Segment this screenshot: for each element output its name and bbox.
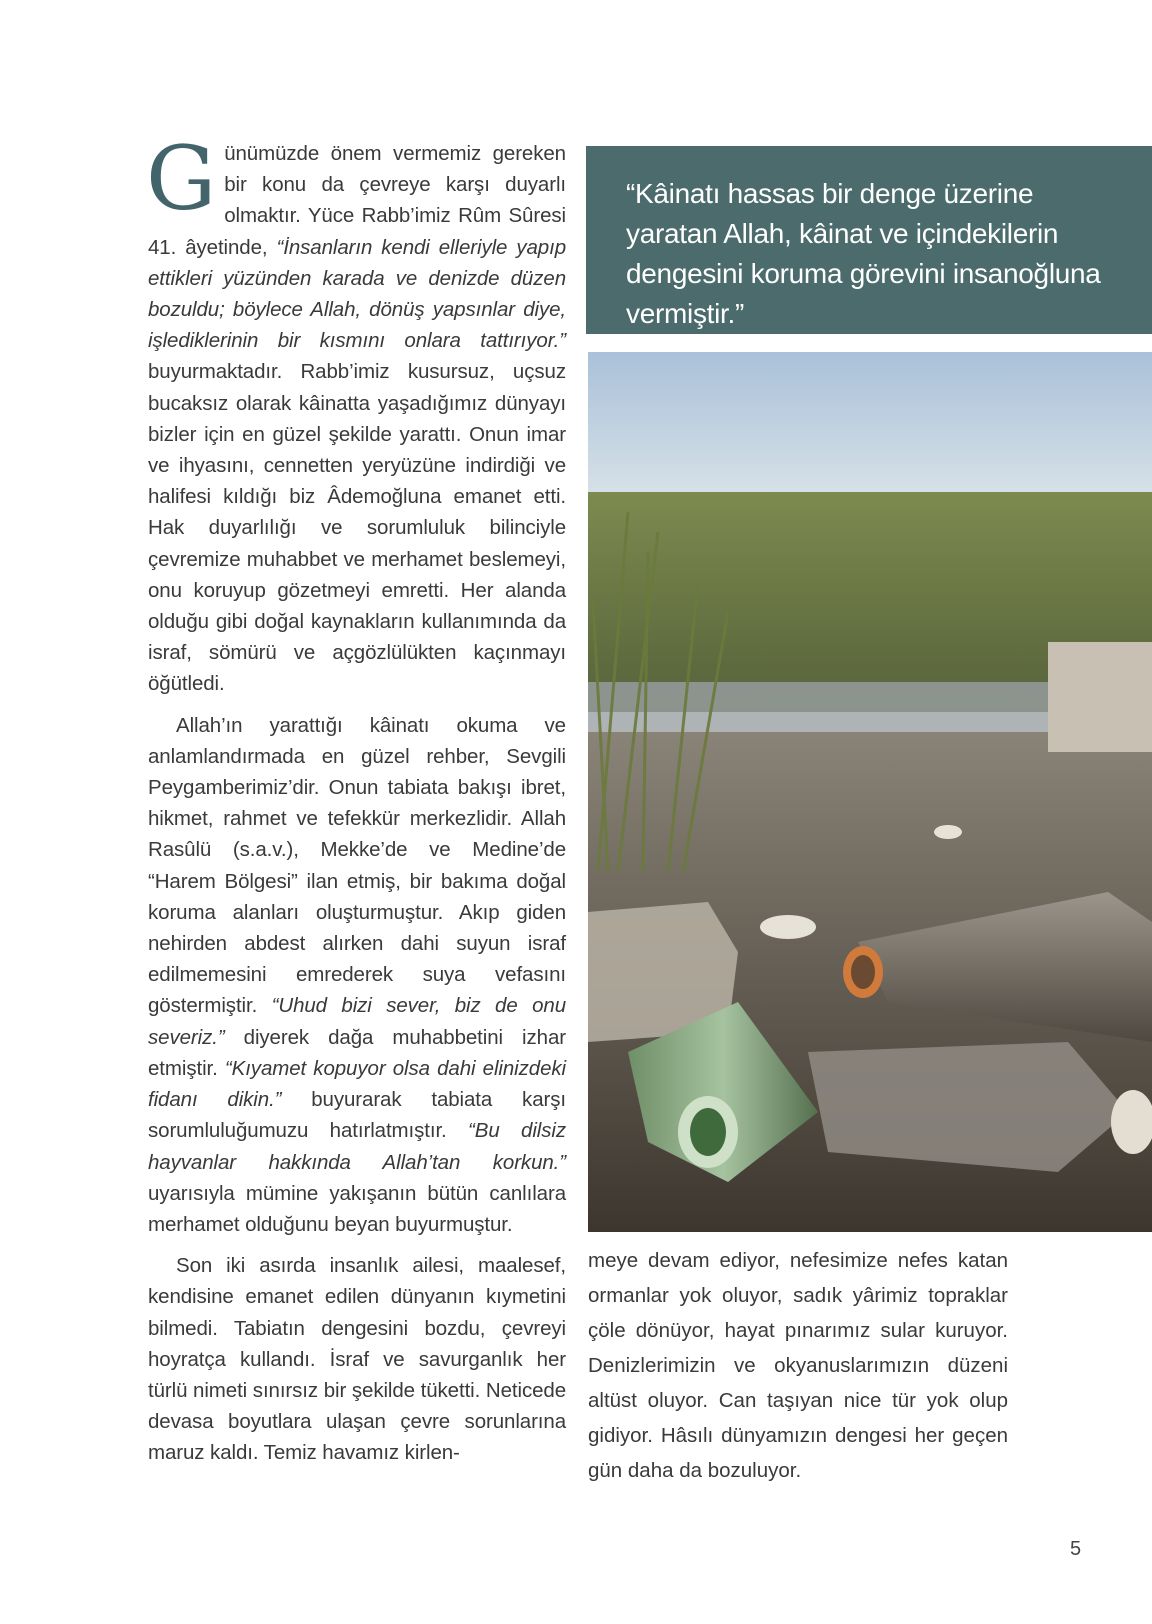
paragraph-2 [148, 710, 566, 1240]
paragraph-1-text-a: ünümüzde önem vermemiz gereken bir konu da çevreye karşı duyarlı olmaktır. Yüce Rabb’imiz Rûm Sûresi 41. âyetinde, [148, 142, 566, 259]
paragraph-2-text-d: uyarısıyla mümine yakışanın bütün canlılara merhamet olduğunu beyan buyurmuştur. [148, 1181, 566, 1236]
paragraph-2-text-c: buyurarak tabiata karşı sorumluluğumuzu hatırlatmıştır. [148, 1088, 566, 1143]
drop-cap: G [146, 127, 217, 230]
paragraph-3: Son iki asırda insanlık ailesi, maalesef, kendisine emanet edilen dünyanın kıymetini bilmedi. Tabiatın dengesini bozdu, çevreyi hoyratça kullandı. İsraf ve savurganlık her türlü nimeti sınırsız bir şekilde tüketti. Neticede devasa boyutlara ulaşan çevre sorunlarına maruz kaldı. Temiz havamız kirlen- [148, 1254, 566, 1465]
verse-quote: “İnsanların kendi elleriyle yapıp ettikleri yüzünden karada ve denizde düzen bozuldu; böylece Allah, dönüş yapsınlar diye, işlediklerinin bir kısmını onlara tattırıyor.” [148, 235, 566, 353]
paragraph-1 [146, 127, 566, 700]
pull-quote-text: “Kâinatı hassas bir denge üzerine yaratan Allah, kâinat ve içindekilerin dengesini koruma görevini insanoğluna vermiştir.” [626, 178, 1101, 329]
hadith-quote-1: “Uhud bizi sever, biz de onu severiz.” [148, 994, 566, 1049]
left-text-column [146, 127, 566, 1469]
plastic-bottles-photo [588, 352, 1152, 1232]
paragraph-2-text-a: Allah’ın yarattığı kâinatı okuma ve anlamlandırmada en güzel rehber, Sevgili Peygamberimiz’dir. Onun tabiata bakışı ibret, hikmet, rahmet ve tefekkür merkezlidir. Allah Rasûlü (s.a.v.), Mekke’de ve Medine’de “Harem Bölgesi” ilan etmiş, bir bakıma doğal koruma alanları oluşturmuştur. Akıp giden nehirden abdest alırken dahi suyun israf edilmemesini emrederek suya vefasını göstermiştir. [148, 713, 566, 1018]
page-number: 5 [1070, 1538, 1082, 1560]
paragraph-1-text-b: buyurmaktadır. Rabb’imiz kusursuz, uçsuz bucaksız olarak kâinatta yaşadığımız dünyayı bizler için en güzel şekilde yarattı. Onun imar ve ihyasını, cennetten yeryüzüne indirdiği ve halifesi kıldığı biz Âdemoğluna emanet etti. Hak duyarlılığı ve sorumluluk bilinciyle çevremize muhabbet ve merhamet beslemeyi, onu koruyup gözetmeyi emretti. Her alanda olduğu gibi doğal kaynakların kullanımında da israf, sömürü ve açgözlülükten kaçınmayı öğütledi. [148, 360, 566, 696]
hadith-quote-2: “Kıyamet kopuyor olsa dahi elinizdeki fidanı dikin.” [148, 1056, 566, 1112]
paragraph-2-text-b: diyerek dağa muhabbetini izhar etmiştir. [148, 1025, 566, 1080]
hadith-quote-3: “Bu dilsiz hayvanlar hakkında Allah’tan korkun.” [148, 1119, 566, 1174]
right-text-column: meye devam ediyor, nefesimize nefes katan ormanlar yok oluyor, sadık yârimiz topraklar çöle dönüyor, hayat pınarımız sular kuruyor. Denizlerimizin ve okyanuslarımızın düzeni altüst oluyor. Can taşıyan nice tür yok olup gidiyor. Hâsılı dünyamızın dengesi her geçen gün daha da bozuluyor. [588, 1249, 1008, 1482]
